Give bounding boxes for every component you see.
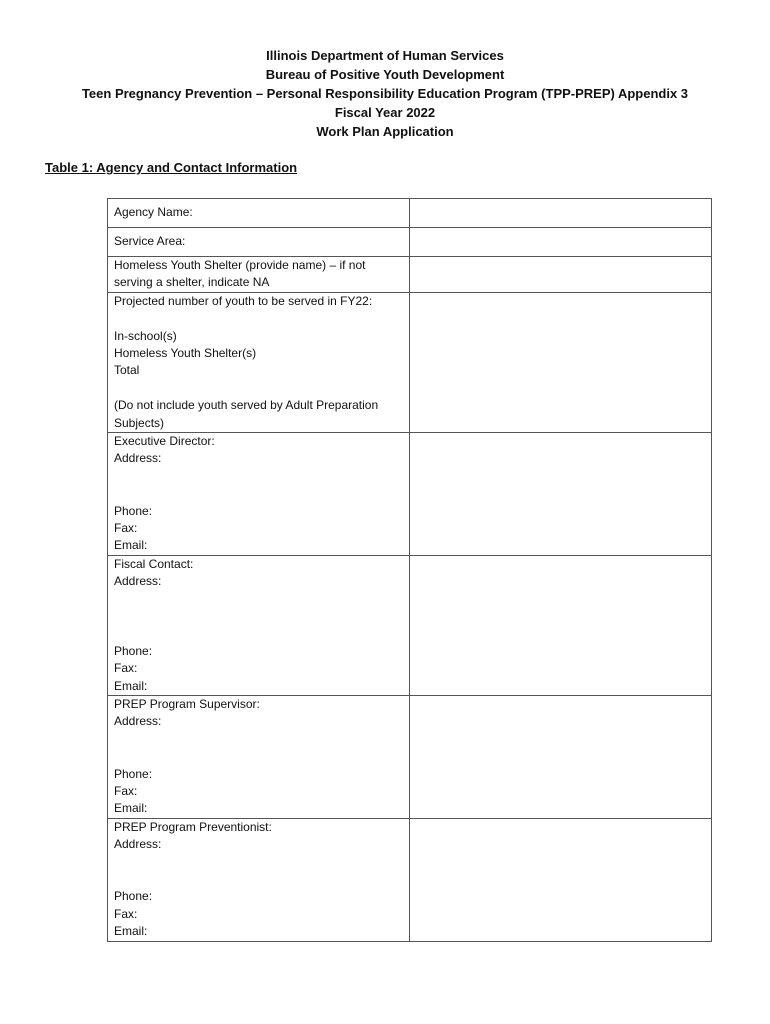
executive-director-fax: Fax: — [114, 521, 138, 536]
executive-director-field[interactable] — [410, 433, 712, 556]
prep-supervisor-field[interactable] — [410, 696, 712, 819]
service-area-field[interactable] — [410, 228, 712, 257]
table-row-prep-preventionist — [108, 818, 712, 941]
agency-contact-table — [107, 198, 712, 942]
table-title: Table 1: Agency and Contact Information — [45, 160, 298, 175]
agency-name-label — [108, 199, 410, 228]
table-row-executive-director — [108, 433, 712, 556]
projected-in-school: In-school(s) — [114, 328, 177, 343]
table-row-service-area — [108, 228, 712, 257]
fiscal-contact-label — [108, 555, 410, 695]
header-bureau: Bureau of Positive Youth Development — [265, 67, 505, 82]
header-program: Teen Pregnancy Prevention – Personal Responsibility Education Program (TPP-PREP) Appendix 3 — [81, 86, 689, 101]
prep-preventionist-phone: Phone: — [114, 889, 153, 904]
table-row-fiscal-contact — [108, 555, 712, 695]
fiscal-contact-address: Address: — [114, 574, 162, 589]
prep-preventionist-heading: PREP Program Preventionist: — [114, 819, 272, 834]
fiscal-contact-phone: Phone: — [114, 643, 153, 658]
prep-supervisor-address: Address: — [114, 714, 162, 729]
prep-supervisor-label — [108, 696, 410, 819]
agency-name-text: Agency Name: — [114, 205, 193, 219]
projected-heading: Projected number of youth to be served in FY22: — [114, 293, 373, 308]
projected-label — [108, 292, 410, 432]
prep-preventionist-email: Email: — [114, 924, 148, 939]
prep-supervisor-phone: Phone: — [114, 766, 153, 781]
service-area-label — [108, 228, 410, 257]
table-row-agency-name — [108, 199, 712, 228]
fiscal-contact-email: Email: — [114, 678, 148, 693]
header-title: Work Plan Application — [316, 124, 454, 139]
prep-preventionist-field[interactable] — [410, 818, 712, 941]
prep-supervisor-email: Email: — [114, 801, 148, 816]
table-row-prep-supervisor — [108, 696, 712, 819]
shelter-text: Homeless Youth Shelter (provide name) – if not serving a shelter, indicate NA — [114, 258, 366, 290]
document-header — [0, 46, 770, 141]
projected-shelters: Homeless Youth Shelter(s) — [114, 346, 257, 361]
service-area-text: Service Area: — [114, 234, 186, 248]
executive-director-phone: Phone: — [114, 503, 153, 518]
projected-note: (Do not include youth served by Adult Preparation Subjects) — [114, 398, 379, 430]
projected-field[interactable] — [410, 292, 712, 432]
prep-preventionist-fax: Fax: — [114, 906, 138, 921]
prep-preventionist-address: Address: — [114, 837, 162, 852]
table-row-projected — [108, 292, 712, 432]
prep-supervisor-heading: PREP Program Supervisor: — [114, 697, 260, 712]
fiscal-contact-heading: Fiscal Contact: — [114, 556, 194, 571]
executive-director-heading: Executive Director: — [114, 434, 215, 449]
header-agency: Illinois Department of Human Services — [266, 48, 504, 63]
table-row-shelter — [108, 257, 712, 293]
fiscal-contact-field[interactable] — [410, 555, 712, 695]
projected-total: Total — [114, 363, 140, 378]
executive-director-address: Address: — [114, 451, 162, 466]
fiscal-contact-fax: Fax: — [114, 661, 138, 676]
prep-supervisor-fax: Fax: — [114, 784, 138, 799]
executive-director-email: Email: — [114, 538, 148, 553]
prep-preventionist-label — [108, 818, 410, 941]
shelter-field[interactable] — [410, 257, 712, 293]
shelter-label — [108, 257, 410, 293]
agency-name-field[interactable] — [410, 199, 712, 228]
executive-director-label — [108, 433, 410, 556]
header-fiscal-year: Fiscal Year 2022 — [334, 105, 436, 120]
